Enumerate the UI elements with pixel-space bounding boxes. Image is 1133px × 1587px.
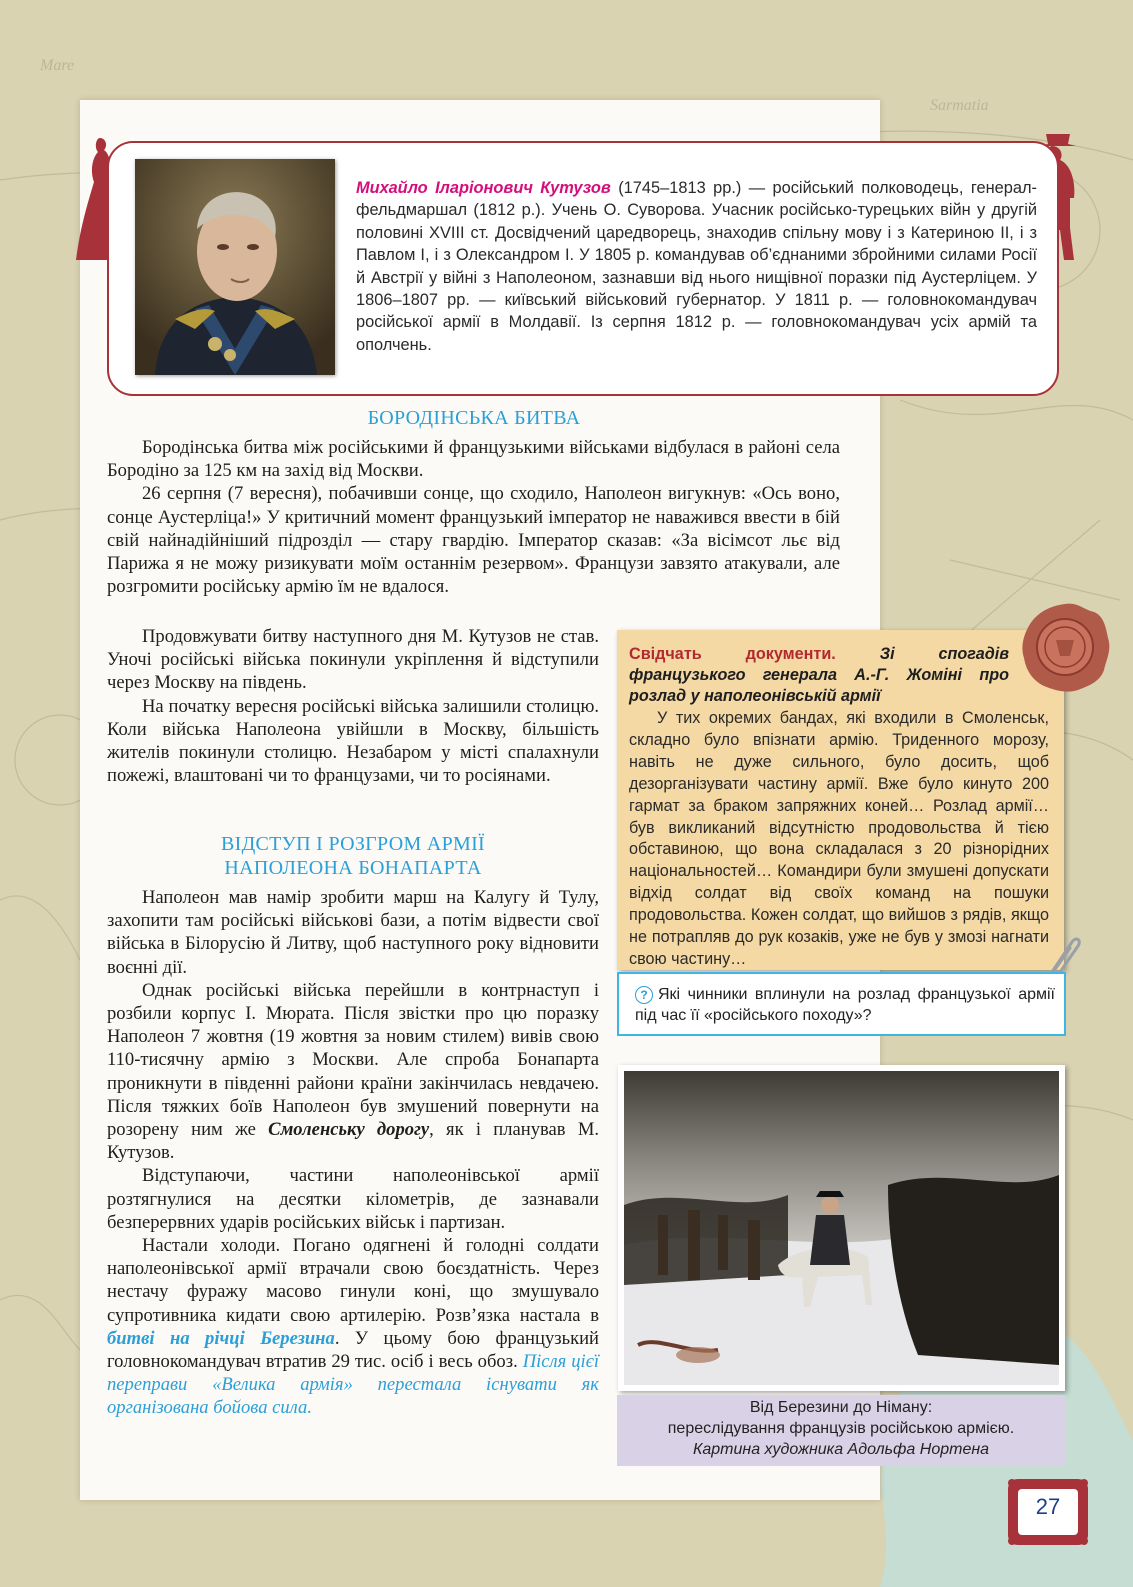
document-quote: У тих окремих бандах, які входили в Смоленськ, складно було впізнати армію. Триденного морозу, навіть не дуже сильного, було досить, щоб дезорганізувати частину армії. Вже було кинуто 200 гармат за браком запряжних коней… Розлад армії… був викликаний відсутністю продовольства й тією обставиною, що вона складалася з 20 різнорідних національностей… Командири були змушені допускати відхід солдат від своїх команд на пошуки продовольства. Кожен солдат, що вийшов з рядів, якщо не потрапляв до рук козаків, уже не був у змозі нагнати свою частину… [629,709,1049,968]
paragraph: Відступаючи, частини наполеонівської армії розтягнулися на десятки кілометрів, де зазнавали безперервних ударів російських військ і партизан. [107,1165,599,1233]
svg-text:Sarmatia: Sarmatia [930,97,989,114]
borodino-text-top [107,436,840,598]
text: . У цьому бою французький головнокомандувач втратив 29 тис. осіб і весь обоз. [107,1327,600,1373]
heading-retreat [107,832,599,880]
question-text-wrap [635,984,1055,1026]
conclusion-highlight: Після цієї переправи «Велика армія» перестала існувати як організована бойова сила. [107,1351,599,1419]
paragraph: 26 серпня (7 вересня), побачивши сонце, що сходило, Наполеон вигукнув: «Ось воно, сонце Аустерліца!» У критичний момент французький імператор не наважився ввести в бій свій найнадійніший підрозділ — стару гвардію. Імператор сказав: «За вісімсот льє від Парижа я не можу ризикувати моїм останнім резервом». Французи завзято атакували, але розгромити російську армію їм не вдалося. [107,483,840,598]
paragraph [107,979,599,1165]
heading-retreat-line1: ВІДСТУП І РОЗГРОМ АРМІЇ [220,833,486,855]
smolensk-road-term: Смоленську дорогу [268,1119,430,1141]
page-number: 27 [1035,1494,1061,1519]
paragraph: На початку вересня російські війська залишили столицю. Коли війська Наполеона увійшли в Москву, більшість жителів покинули столицю. Незабаром у місті спалахнули пожежі, влаштовані чи то французами, чи то росіянами. [107,695,599,787]
biography-name: Михайло Іларіонович Кутузов [356,179,611,197]
paragraph [107,1234,599,1420]
question-mark-icon: ? [635,986,653,1004]
document-body [629,708,1049,971]
document-box [617,630,1064,970]
caption-line2: переслідування французів російською армією. [667,1420,1015,1437]
document-title [629,644,1009,707]
kutuzov-portrait [135,159,335,375]
document-label: Свідчать документи. [629,645,836,663]
caption-line1: Від Березини до Німану: [749,1399,933,1416]
paragraph: Бородінська битва між російськими й французькими військами відбулася в районі села Бородіно за 125 км на захід від Москви. [107,437,840,482]
paragraph: Наполеон мав намір зробити марш на Калугу й Тулу, захопити там російські військові бази, а потім відвести свої війська в Білорусію й Литву, щоб наступного року відновити воєнні дії. [107,887,599,978]
text: Однак російські війська перейшли в контрнаступ і розбили корпус І. Мюрата. Після звістки про цю поразку Наполеон 7 жовтня (19 жовтня за новим стилем) вивів свою 110-тисячну армію з Москви. Але спроба Бонапарта проникнути в південні райони країни закінчилась невдачею. Після тяжких боїв Наполеон був змушений повернути на розорену ним же [107,979,599,1141]
paragraph: Продовжувати битву наступного дня М. Кутузов не став. Уночі російські війська покинули укріплення й відступили через Москву на південь. [107,626,599,694]
biography-description: (1745–1813 рр.) — російський полководець, генерал-фельдмаршал (1812 р.). Учень О. Суворова. Учасник російсько-турецьких війн у другій половині XVIII ст. Досвідчений царедворець, знаходив спільну мову і з Катериною II, і з Павлом I, і з Олександром I. У 1805 р. командував об’єднаними збройними силами Росії й Австрії у війні з Наполеоном, зазнавши від нього нищівної поразки під Аустерліцем. У 1806–1807 рр. — київський військовий губернатор. У 1811 р. — головнокомандувач російської армії в Молдавії. Із серпня 1812 р. — головнокомандувач усіх армій та ополчень. [356,179,1037,354]
question-text: Які чинники вплинули на розлад французької армії під час її «російського походу»? [635,986,1055,1024]
berezina-battle-term: битві на річці Березина [107,1327,335,1349]
heading-borodino: БОРОДІНСЬКА БИТВА [367,407,581,429]
text: , як і планував М. Кутузов. [107,1119,599,1164]
question-box [617,972,1066,1036]
heading-retreat-line2: НАПОЛЕОНА БОНАПАРТА [224,857,482,879]
svg-text:Mare: Mare [40,57,75,74]
text: Настали холоди. Погано одягнені й голодні солдати наполеонівської армії втрачали свою боєздатність. Через нестачу фуражу масово гинули коні, що змушувало супротивника кидати свою артилерію. Розв’язка настала в [107,1235,599,1326]
wax-seal-icon [1018,600,1112,694]
napoleon-retreat-painting [618,1065,1065,1391]
caption-line3: Картина художника Адольфа Нортена [692,1441,990,1458]
document-source: Зі спогадів французького генерала А.-Г. Жоміні про розлад у наполеонівській армії [629,645,1009,705]
painting-caption [617,1395,1065,1466]
biography-text [356,177,1037,356]
borodino-text-bottom [107,625,599,787]
retreat-text [107,886,599,1420]
